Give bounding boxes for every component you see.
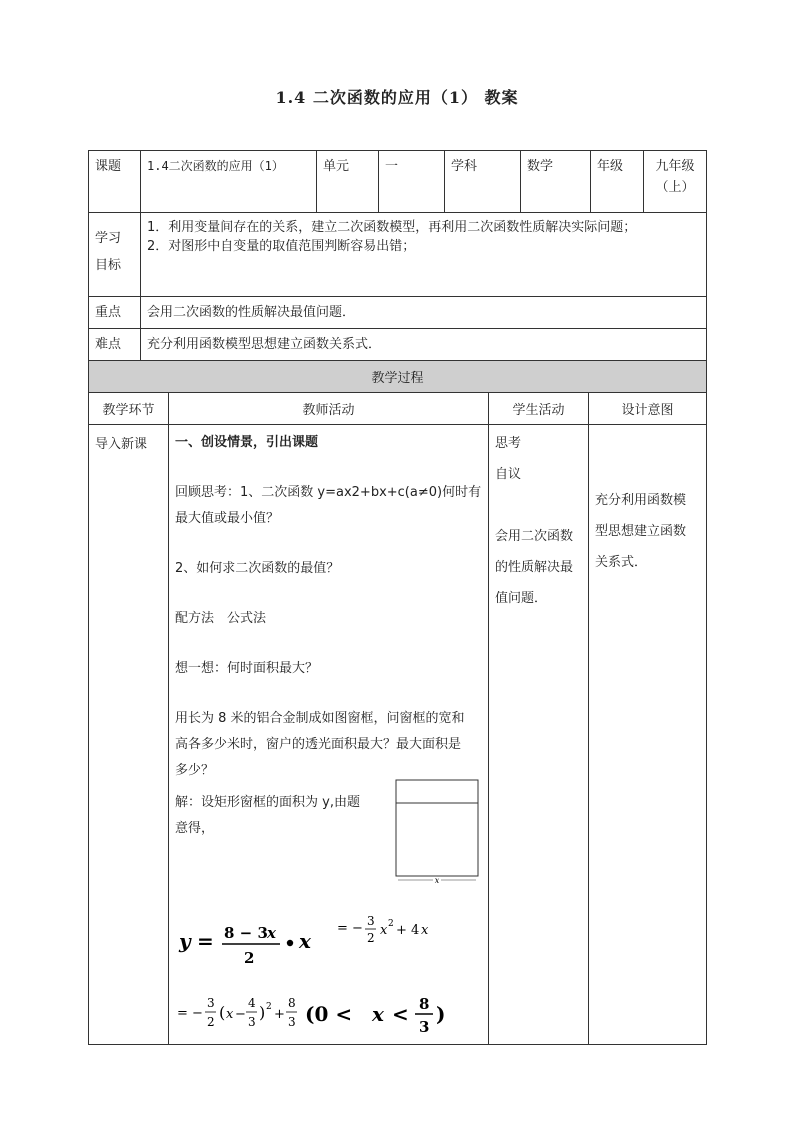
teacher-activity-cell (169, 425, 489, 1045)
formula-line-1 (177, 910, 477, 966)
svg-text:3: 3 (419, 1018, 430, 1036)
column-header-stage: 教学环节 (89, 393, 169, 425)
column-header-teacher: 教师活动 (169, 393, 489, 425)
unit-label: 单元 (317, 151, 379, 213)
svg-text:y: y (179, 929, 191, 953)
grade-value-line1: 九年级 (655, 159, 695, 174)
grade-value-line2: （上） (655, 180, 695, 195)
key-point-value: 会用二次函数的性质解决最值问题． (141, 297, 707, 329)
lesson-info-table (88, 150, 707, 361)
svg-text:x: x (372, 1002, 384, 1026)
svg-text:+ 4: + 4 (396, 923, 420, 938)
svg-text:2: 2 (388, 919, 394, 929)
student-line-1: 思考 (495, 436, 522, 451)
svg-text:x: x (226, 1007, 234, 1022)
svg-text:= −: = − (337, 921, 363, 936)
goal-item-2: 2．对图形中自变量的取值范围判断容易出错； (147, 239, 416, 254)
review-line-2: 最大值或最小值？ (175, 511, 280, 526)
svg-text:(0 <: (0 < (305, 1002, 353, 1026)
svg-text:(: ( (219, 1003, 226, 1022)
svg-text:3: 3 (367, 914, 375, 928)
problem-line-1: 用长为 8 米的铝合金制成如图窗框，问窗框的宽和 (175, 711, 465, 726)
process-section-title: 教学过程 (89, 361, 707, 393)
solution-line-1: 解：设矩形窗框的面积为 y,由题 (175, 795, 360, 810)
design-line-1: 充分利用函数模 (595, 493, 687, 508)
svg-text:3: 3 (207, 996, 215, 1010)
goals-label-line2: 目标 (95, 258, 122, 273)
svg-text:3: 3 (248, 1015, 256, 1029)
grade-value (644, 151, 707, 213)
window-frame-figure (395, 779, 481, 887)
svg-text:4: 4 (248, 996, 256, 1010)
review-line-1: 回顾思考：1、二次函数 y=ax2+bx+c(a≠0)何时有 (175, 485, 482, 500)
svg-text:2: 2 (367, 931, 375, 945)
svg-text:x: x (421, 923, 429, 938)
problem-line-3: 多少？ (175, 763, 215, 778)
subject-label: 学科 (445, 151, 521, 213)
difficulty-value: 充分利用函数模型思想建立函数关系式． (141, 329, 707, 361)
document-title: 1.4 二次函数的应用（1） 教案 (275, 88, 519, 107)
problem-line-2: 高各多少米时，窗户的透光面积最大？最大面积是 (175, 737, 462, 752)
svg-text:x: x (380, 923, 388, 938)
teaching-process-table (88, 360, 707, 1045)
svg-text:x: x (267, 924, 276, 942)
svg-text:8 − 3: 8 − 3 (224, 924, 268, 942)
student-line-2: 自议 (495, 467, 522, 482)
activity-heading: 一、创设情景，引出课题 (175, 435, 319, 450)
stage-cell: 导入新课 (89, 425, 169, 1045)
figure-width-label: x (434, 876, 440, 885)
svg-text:−: − (235, 1007, 246, 1022)
window-outer-frame (396, 780, 478, 876)
formula-line-2 (175, 985, 475, 1041)
unit-value: 一 (379, 151, 445, 213)
svg-text:+: + (274, 1007, 285, 1022)
student-line-4: 的性质解决最 (495, 560, 574, 575)
difficulty-label: 难点 (89, 329, 141, 361)
svg-text:8: 8 (419, 995, 430, 1013)
column-header-student: 学生活动 (489, 393, 589, 425)
svg-text:=: = (197, 929, 214, 953)
goals-label (89, 213, 141, 297)
svg-text:3: 3 (288, 1015, 296, 1029)
topic-value: 1.4二次函数的应用（1） (141, 151, 317, 213)
methods-text: 配方法 公式法 (175, 611, 267, 626)
question-2: 2、如何求二次函数的最值？ (175, 561, 340, 576)
svg-text:= −: = − (177, 1006, 203, 1021)
svg-text:x: x (299, 929, 311, 953)
design-line-2: 型思想建立函数 (595, 524, 687, 539)
student-activity-cell (489, 425, 589, 1045)
svg-text:2: 2 (244, 949, 255, 966)
column-header-design: 设计意图 (589, 393, 707, 425)
svg-text:2: 2 (207, 1015, 215, 1029)
goal-item-1: 1．利用变量间存在的关系，建立二次函数模型，再利用二次函数性质解决实际问题； (147, 220, 637, 235)
subject-value: 数学 (521, 151, 591, 213)
student-line-3: 会用二次函数 (495, 529, 574, 544)
student-line-5: 值问题． (495, 591, 548, 606)
svg-text:<: < (392, 1002, 409, 1026)
goals-label-line1: 学习 (95, 231, 122, 246)
goals-content (141, 213, 707, 297)
design-line-3: 关系式． (595, 555, 648, 570)
think-prompt: 想一想：何时面积最大？ (175, 661, 319, 676)
svg-text:8: 8 (288, 996, 296, 1010)
design-intent-cell (589, 425, 707, 1045)
svg-text:): ) (436, 1002, 446, 1026)
grade-label: 年级 (591, 151, 644, 213)
svg-text:2: 2 (266, 1002, 272, 1012)
key-point-label: 重点 (89, 297, 141, 329)
topic-label: 课题 (89, 151, 141, 213)
svg-text:): ) (259, 1003, 266, 1022)
solution-line-2: 意得， (175, 821, 215, 836)
